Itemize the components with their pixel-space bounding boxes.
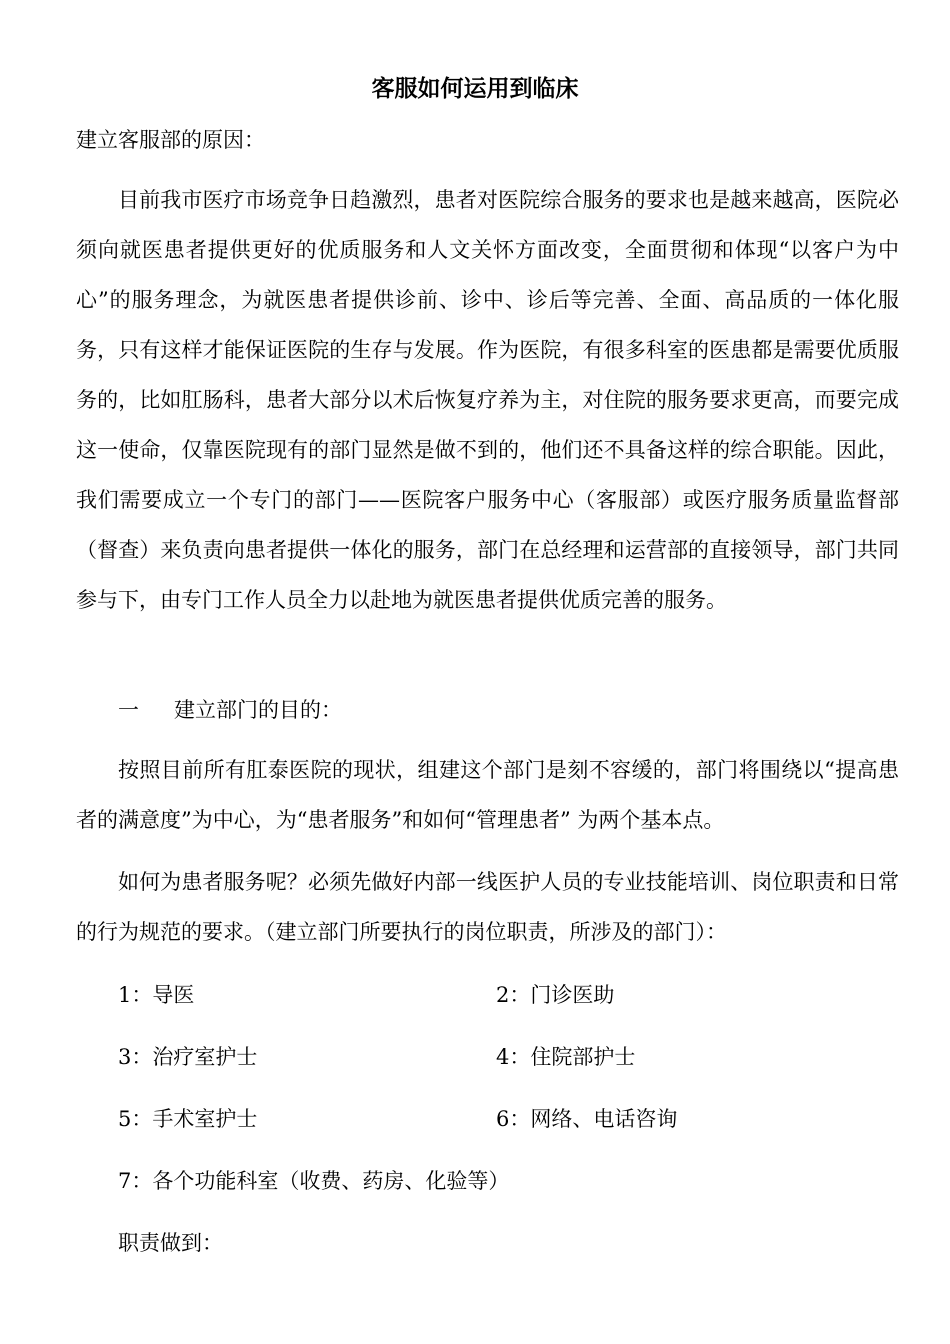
paragraph-reasons: 目前我市医疗市场竞争日趋激烈，患者对医院综合服务的要求也是越来越高，医院必须向就医患者提供更好的优质服务和人文关怀方面改变，全面贯彻和体现“以客户为中心”的服务理念，为就医患者提供诊前、诊中、诊后等完善、全面、高品质的一体化服务，只有这样才能保证医院的生存与发展。作为医院，有很多科室的医患都是需要优质服务的，比如肛肠科，患者大部分以术后恢复疗养为主，对住院的服务要求更高，而要完成这一使命，仅靠医院现有的部门显然是做不到的，他们还不具备这样的综合职能。因此，我们需要成立一个专门的部门——医院客户服务中心（客服部）或医疗服务质量监督部（督查）来负责向患者提供一体化的服务，部门在总经理和运营部的直接领导，部门共同参与下，由专门工作人员全力以赴地为就医患者提供优质完善的服务。	[76, 188, 899, 612]
duties-heading: 职责做到：	[118, 1231, 223, 1255]
paragraph-service: 如何为患者服务呢？必须先做好内部一线医护人员的专业技能培训、岗位职责和日常的行为规范的要求。（建立部门所要执行的岗位职责，所涉及的部门）：	[76, 870, 899, 944]
paragraph-purpose: 按照目前所有肛泰医院的现状，组建这个部门是刻不容缓的，部门将围绕以“提高患者的满意度”为中心，为“患者服务”和如何“管理患者” 为两个基本点。	[76, 758, 899, 832]
document-title: 客服如何运用到临床	[371, 76, 579, 102]
reason-heading: 建立客服部的原因：	[76, 128, 265, 152]
position-item: 2：门诊医助	[496, 983, 615, 1007]
section1-number: 一	[118, 698, 139, 722]
position-item: 1：导医	[118, 983, 195, 1007]
position-item: 7：各个功能科室（收费、药房、化验等）	[118, 1169, 510, 1193]
position-item: 6：网络、电话咨询	[496, 1107, 678, 1131]
position-item: 5：手术室护士	[118, 1107, 258, 1131]
section1-title: 建立部门的目的：	[174, 698, 342, 722]
position-item: 3：治疗室护士	[118, 1045, 258, 1069]
position-item: 4：住院部护士	[496, 1045, 636, 1069]
